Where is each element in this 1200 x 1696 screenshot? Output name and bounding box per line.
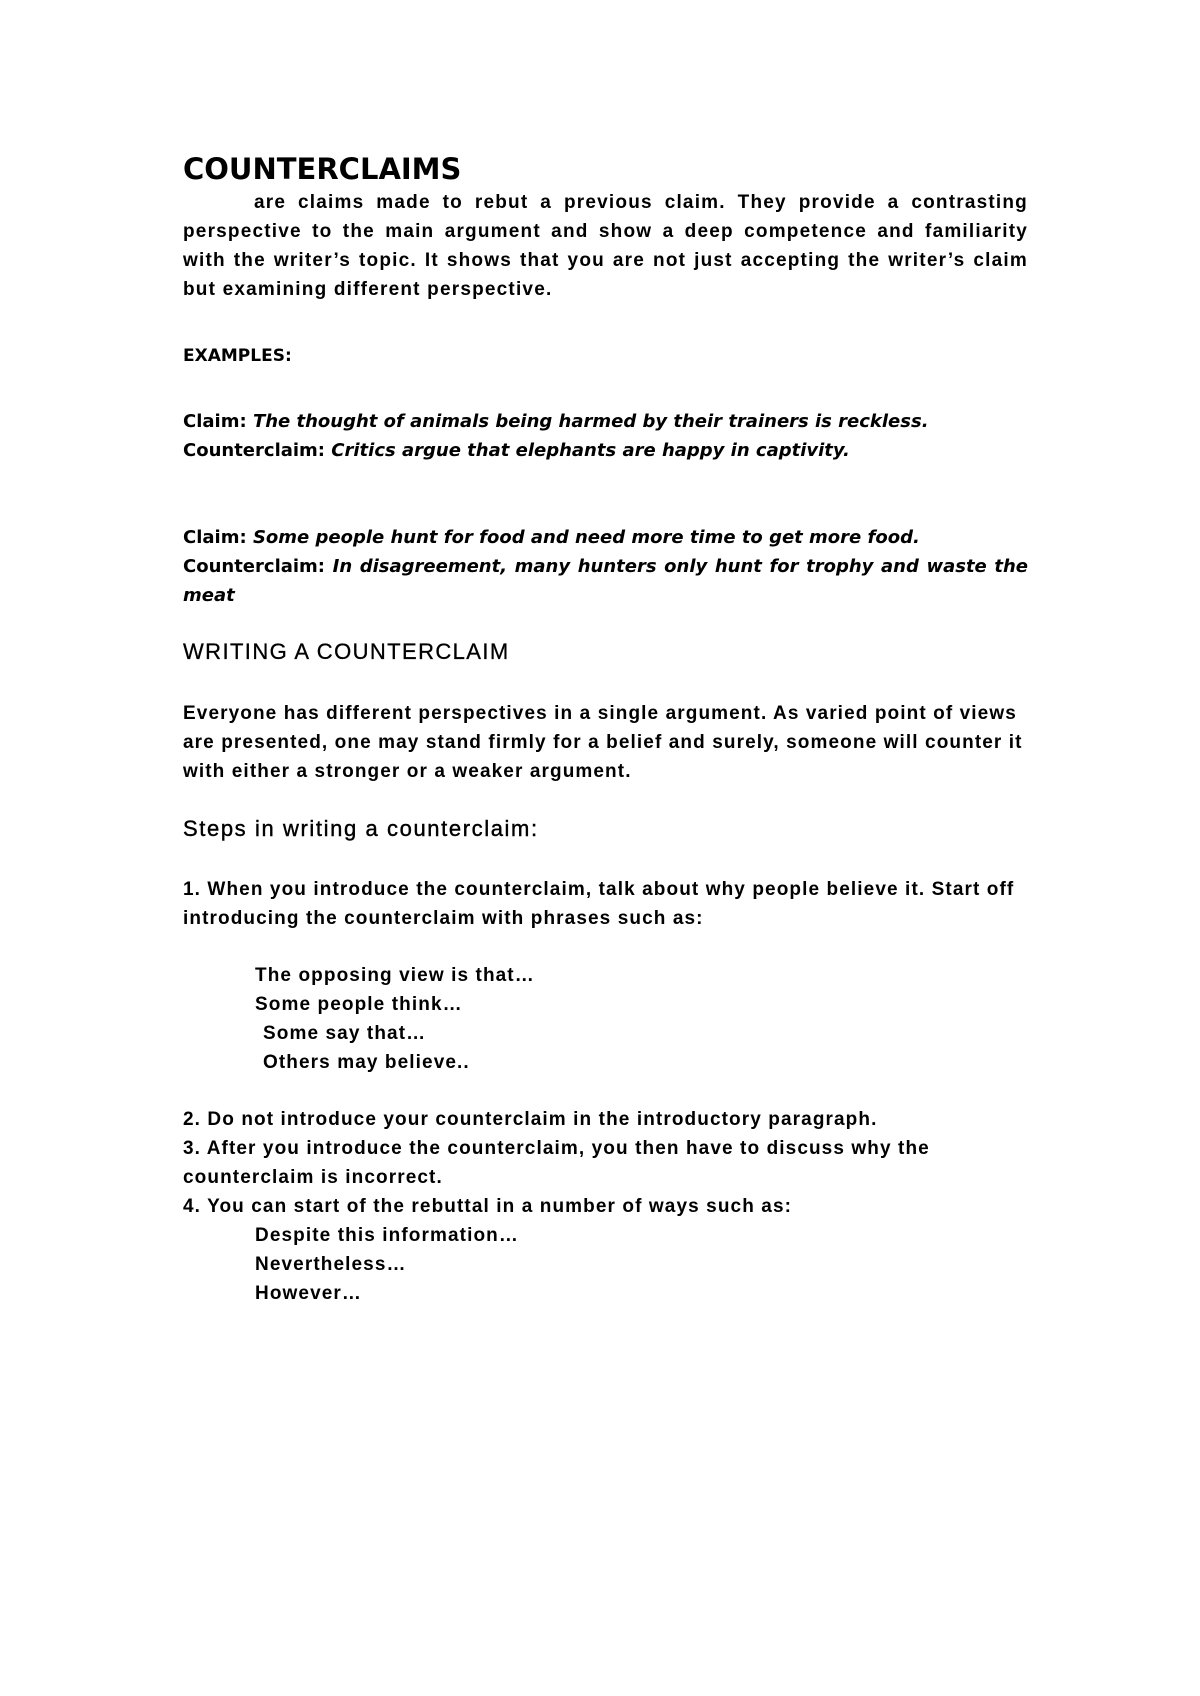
rebuttal-item: Despite this information…	[255, 1225, 519, 1246]
examples-heading: EXAMPLES:	[183, 346, 292, 366]
phrase-item: Some say that…	[263, 1023, 427, 1044]
step-item: 4. You can start of the rebuttal in a number of ways such as:	[183, 1196, 793, 1217]
claim-label: Claim:	[183, 527, 247, 548]
step-item: 1. When you introduce the counterclaim, talk about why people believe it. Start off introducing the counterclaim with phrases such as:	[183, 879, 1015, 929]
claim-label: Claim:	[183, 411, 247, 432]
counterclaim-label: Counterclaim:	[183, 440, 326, 461]
claim-line	[183, 407, 1028, 436]
example-block	[183, 523, 1028, 610]
phrase-list	[183, 961, 1028, 1077]
writing-paragraph: Everyone has different perspectives in a single argument. As varied point of views are presented, one may stand firmly for a belief and surely, someone will counter it with either a stronger or a weaker argument.	[183, 703, 1023, 782]
phrase-item: Some people think…	[255, 994, 463, 1015]
counterclaim-text: Critics argue that elephants are happy in captivity.	[331, 440, 850, 461]
intro-paragraph: are claims made to rebut a previous claim. They provide a contrasting perspective to the main argument and show a deep competence and familiarity with the writer’s topic. It shows that you are not just accepting the writer’s claim but examining different perspective.	[183, 192, 1028, 300]
document-page	[183, 150, 1028, 1308]
example-block	[183, 407, 1028, 465]
rebuttal-item: Nevertheless…	[255, 1254, 407, 1275]
step-item: 3. After you introduce the counterclaim, you then have to discuss why the counterclaim is incorrect.	[183, 1138, 930, 1188]
claim-text: The thought of animals being harmed by their trainers is reckless.	[252, 411, 929, 432]
rebuttal-item: However…	[255, 1283, 363, 1304]
writing-heading: WRITING A COUNTERCLAIM	[183, 639, 510, 664]
rebuttal-list	[183, 1221, 1028, 1308]
phrase-item: The opposing view is that…	[255, 965, 535, 986]
claim-line	[183, 523, 1028, 552]
steps-heading: Steps in writing a counterclaim:	[183, 816, 539, 841]
counterclaim-label: Counterclaim:	[183, 556, 326, 577]
counterclaim-text: In disagreement, many hunters only hunt for trophy and waste the meat	[183, 556, 1028, 606]
document-title: COUNTERCLAIMS	[183, 152, 462, 186]
phrase-item: Others may believe..	[263, 1052, 470, 1073]
counterclaim-line	[183, 436, 1028, 465]
step-item: 2. Do not introduce your counterclaim in the introductory paragraph.	[183, 1109, 878, 1130]
claim-text: Some people hunt for food and need more time to get more food.	[252, 527, 920, 548]
counterclaim-line	[183, 552, 1028, 610]
